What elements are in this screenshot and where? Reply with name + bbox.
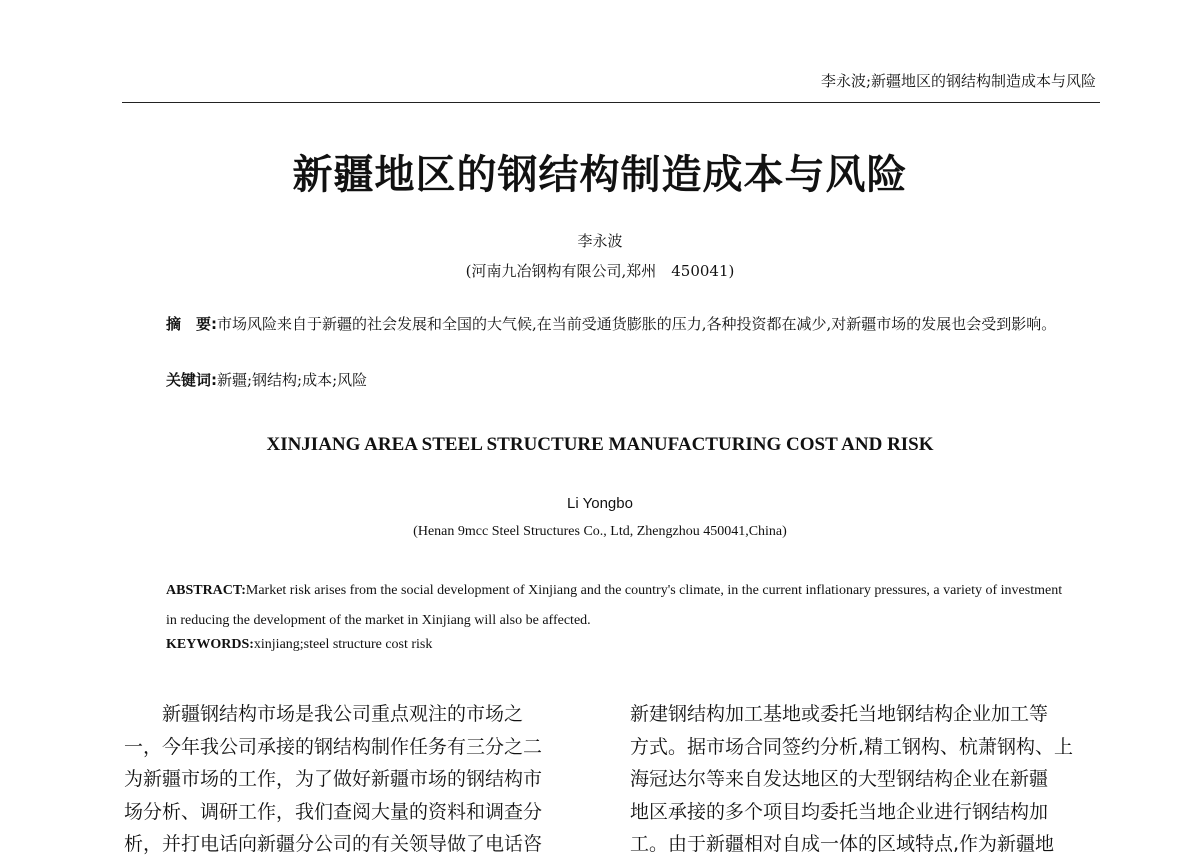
abstract-en-text: Market risk arises from the social development of Xinjiang and the country's climate, in the current inflationary pressures, a variety of investment in reducing the development of the market in Xinjiang will also be affected. — [166, 583, 1063, 628]
keywords-cn-text: 新疆;钢结构;成本;风险 — [217, 371, 368, 389]
keywords-cn — [166, 370, 1066, 390]
header-rule — [122, 102, 1100, 103]
body-line: 海冠达尔等来自发达地区的大型钢结构企业在新疆 — [630, 768, 1049, 791]
page-title: 新疆地区的钢结构制造成本与风险 — [292, 151, 908, 198]
abstract-cn-label: 摘 要: — [166, 315, 217, 333]
abstract-en-label: ABSTRACT: — [166, 583, 246, 598]
body-line: 工。由于新疆相对自成一体的区域特点,作为新疆地 — [630, 833, 1055, 856]
english-title: XINJIANG AREA STEEL STRUCTURE MANUFACTURING COST AND RISK — [266, 434, 934, 455]
abstract-en — [166, 576, 1066, 636]
keywords-en — [166, 635, 1066, 655]
running-header: 李永波;新疆地区的钢结构制造成本与风险 — [820, 72, 1096, 90]
keywords-cn-label: 关键词: — [166, 371, 217, 389]
body-line: 析，并打电话向新疆分公司的有关领导做了电话咨 — [124, 833, 543, 856]
body-line: 一，今年我公司承接的钢结构制作任务有三分之二 — [124, 735, 543, 758]
abstract-cn — [166, 310, 1066, 339]
body-line: 场分析、调研工作，我们查阅大量的资料和调查分 — [124, 800, 543, 823]
body-column-right — [630, 698, 1100, 861]
body-line: 地区承接的多个项目均委托当地企业进行钢结构加 — [630, 800, 1049, 823]
english-author-name: Li Yongbo — [567, 495, 633, 512]
body-line: 方式。据市场合同签约分析,精工钢构、杭萧钢构、上 — [630, 735, 1074, 758]
keywords-en-label: KEYWORDS: — [166, 637, 254, 652]
body-column-left — [124, 698, 594, 861]
body-line: 为新疆市场的工作，为了做好新疆市场的钢结构市 — [124, 768, 543, 791]
body-line: 新疆钢结构市场是我公司重点观注的市场之 — [162, 703, 524, 725]
author-name: 李永波 — [577, 232, 623, 250]
abstract-cn-text: 市场风险来自于新疆的社会发展和全国的大气候,在当前受通货膨胀的压力,各种投资都在减少,对新疆市场的发展也会受到影响。 — [217, 315, 1057, 333]
author-affiliation: (河南九冶钢构有限公司,郑州 450041) — [465, 262, 735, 280]
keywords-en-text: xinjiang;steel structure cost risk — [253, 637, 433, 652]
body-line: 新建钢结构加工基地或委托当地钢结构企业加工等 — [630, 703, 1049, 725]
english-affiliation: (Henan 9mcc Steel Structures Co., Ltd, Zhengzhou 450041,China) — [413, 524, 787, 539]
